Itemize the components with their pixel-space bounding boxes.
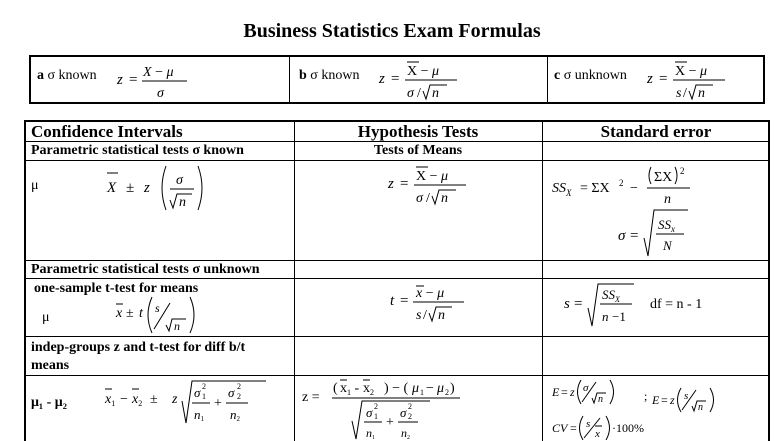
svg-text:2: 2	[202, 382, 206, 391]
mu-difference: μ₁ - μ₂	[31, 395, 67, 410]
svg-text:1: 1	[374, 412, 378, 421]
svg-text:/: /	[423, 308, 427, 323]
degrees-of-freedom: df = n - 1	[650, 297, 703, 312]
svg-text:n: n	[179, 195, 186, 210]
svg-text:s: s	[586, 418, 591, 430]
svg-text:x − μ: x − μ	[416, 286, 445, 301]
svg-text:σ: σ	[157, 86, 164, 101]
svg-text:2: 2	[237, 382, 241, 391]
svg-text:=: =	[400, 176, 409, 192]
svg-text:−: −	[120, 392, 128, 407]
svg-text:n1: n1	[366, 426, 375, 441]
svg-text:) − (: ) − (	[384, 381, 409, 396]
svg-text:z: z	[647, 71, 653, 87]
svg-text:σ: σ	[583, 382, 589, 394]
case-a: a σ known	[37, 68, 97, 83]
svg-text:=: =	[661, 393, 668, 407]
svg-text:±: ±	[126, 306, 134, 321]
svg-text:z: z	[570, 385, 575, 399]
svg-text:σ: σ	[618, 228, 626, 244]
svg-text:±: ±	[150, 392, 158, 407]
svg-text:n: n	[698, 402, 703, 413]
svg-text:= ΣX: = ΣX	[580, 181, 610, 196]
formula-ci-unknown	[114, 295, 224, 337]
svg-text:x1 -: $x_1$ -	[340, 381, 360, 397]
svg-text:−: −	[630, 181, 638, 196]
svg-text:z: z	[379, 71, 385, 87]
svg-text:2: 2	[445, 388, 449, 397]
formula-z-diff	[300, 377, 490, 441]
svg-text:n: n	[698, 86, 705, 101]
svg-text:z: z	[388, 176, 394, 192]
svg-text:x2: $x_2$	[363, 381, 374, 397]
svg-text:n1: n1	[194, 407, 204, 423]
formula-ci-known	[104, 162, 234, 214]
svg-text:1: 1	[420, 388, 424, 397]
svg-text:σ: σ	[228, 385, 235, 400]
svg-text:σ: σ	[194, 385, 201, 400]
svg-text:μ: μ	[412, 381, 420, 396]
header-standard-error: Standard error	[600, 122, 712, 141]
formula-t-mean	[645, 57, 745, 102]
svg-text:x: x	[116, 306, 123, 321]
svg-text:/: /	[417, 86, 421, 101]
row-label-param-unknown: Parametric statistical tests σ unknown	[31, 262, 260, 277]
svg-text:=: =	[391, 71, 400, 87]
svg-text:σ: σ	[407, 86, 414, 101]
svg-text:X − μ: X − μ	[407, 64, 440, 79]
svg-text:σ: σ	[366, 405, 373, 420]
svg-text:/: /	[426, 191, 430, 206]
row-label-tests-of-means: Tests of Means	[373, 143, 463, 158]
svg-text:SSX: $SS_X$	[552, 181, 572, 198]
svg-text:n2: n2	[230, 407, 240, 423]
svg-text:=: =	[129, 72, 138, 88]
svg-text:z: z	[144, 180, 150, 196]
svg-text:σ: σ	[176, 173, 183, 188]
mu-symbol-2: μ	[42, 310, 50, 325]
svg-text:CV: CV	[552, 421, 568, 435]
svg-text:x: x	[595, 428, 600, 440]
svg-text:2: 2	[619, 178, 624, 188]
svg-text:t: t	[390, 293, 395, 309]
svg-text:x1: $x_1$	[105, 392, 116, 408]
svg-text:n: n	[174, 319, 180, 333]
svg-text:SSx: $SS_x$	[658, 217, 675, 234]
formula-t-test	[388, 280, 488, 328]
svg-text:N: N	[663, 238, 672, 253]
row-label-indep-groups-2: means	[31, 358, 70, 373]
svg-text:+: +	[386, 415, 394, 430]
svg-text:x2: $x_2$	[132, 392, 143, 408]
svg-text:s: s	[155, 301, 160, 315]
formula-ci-diff	[102, 377, 272, 433]
formula-margin-of-error	[550, 376, 750, 440]
z-formula-box	[29, 55, 765, 104]
mu-symbol: μ	[31, 178, 39, 193]
page-title: Business Statistics Exam Formulas	[243, 20, 541, 42]
svg-text:n: n	[602, 309, 609, 324]
svg-text:=: =	[574, 296, 583, 312]
svg-text:n2: n2	[401, 426, 410, 441]
row-label-one-sample: one-sample t-test for means	[34, 281, 199, 296]
svg-text:X: X	[107, 180, 117, 196]
svg-text:E: E	[552, 385, 560, 399]
svg-text:1: 1	[202, 392, 206, 401]
svg-text:n: n	[438, 308, 445, 323]
svg-text:n: n	[432, 86, 439, 101]
svg-text:s: s	[684, 390, 689, 402]
formula-table	[24, 120, 770, 441]
row-label-indep-groups: indep-groups z and t-test for diff b/t	[31, 340, 246, 355]
svg-text:=: =	[570, 421, 577, 435]
svg-text:z =: z =	[302, 390, 320, 405]
row-label-param-known: Parametric statistical tests σ known	[31, 143, 244, 158]
svg-text:n: n	[664, 192, 671, 207]
svg-text:σ: σ	[400, 405, 407, 420]
svg-text:=: =	[561, 385, 568, 399]
svg-text:E: E	[652, 393, 660, 407]
svg-text:+: +	[214, 396, 222, 411]
formula-sample-sd	[562, 280, 652, 336]
svg-text:μ: μ	[437, 381, 445, 396]
formula-z-score	[115, 59, 195, 101]
svg-text:;: ;	[644, 389, 648, 403]
svg-text:n: n	[598, 394, 603, 405]
svg-text:z: z	[670, 393, 675, 407]
svg-text:n: n	[441, 191, 448, 206]
svg-text:2: 2	[237, 392, 241, 401]
svg-text:σ: σ	[416, 191, 423, 206]
svg-text:X − μ: X − μ	[143, 65, 174, 80]
svg-text:X − μ: X − μ	[416, 169, 449, 184]
svg-text:·100%: ·100%	[612, 421, 644, 435]
svg-text:X − μ: X − μ	[675, 64, 708, 79]
svg-text:s: s	[416, 308, 422, 323]
svg-text:2: 2	[680, 166, 685, 176]
svg-text:=: =	[400, 293, 409, 309]
svg-text:±: ±	[126, 180, 135, 196]
svg-text:/: /	[683, 86, 687, 101]
svg-text:2: 2	[408, 402, 412, 411]
svg-text:2: 2	[374, 402, 378, 411]
svg-text:s: s	[564, 296, 570, 312]
formula-sum-of-squares	[550, 162, 710, 260]
svg-text:=: =	[659, 71, 668, 87]
svg-text:t: t	[139, 306, 143, 321]
formula-z-mean	[377, 57, 477, 102]
header-confidence-intervals: Confidence Intervals	[31, 122, 183, 141]
svg-text:=: =	[630, 228, 639, 244]
svg-text:2: 2	[408, 412, 412, 421]
svg-text:ΣX: ΣX	[654, 170, 673, 185]
svg-text:−1: −1	[612, 309, 626, 324]
case-c: c σ unknown	[554, 68, 627, 83]
svg-text:): )	[450, 381, 455, 396]
svg-text:z: z	[117, 72, 123, 88]
header-hypothesis-tests: Hypothesis Tests	[357, 122, 479, 141]
svg-text:s: s	[676, 86, 682, 101]
case-b: b σ known	[299, 68, 360, 83]
svg-text:SSX: $SS_X$	[602, 287, 620, 304]
svg-text:(: (	[333, 381, 338, 396]
formula-z-test-means	[386, 162, 486, 210]
svg-text:−: −	[426, 381, 434, 396]
svg-text:z: z	[172, 392, 178, 407]
